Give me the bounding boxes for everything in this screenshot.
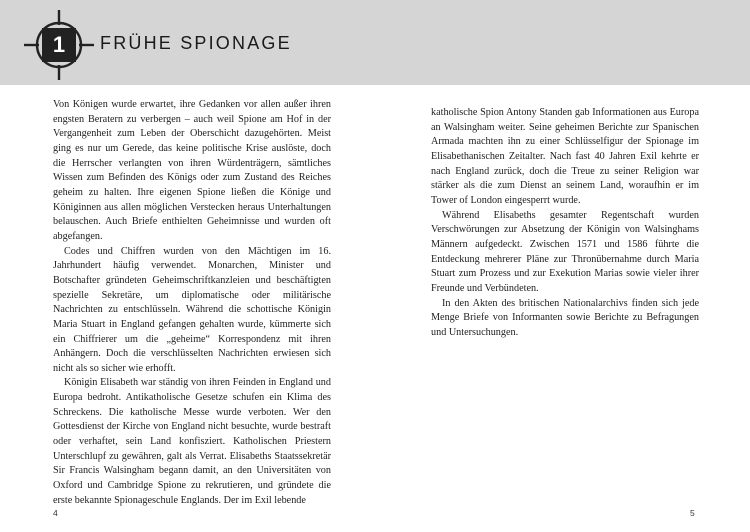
page-number-right: 5 bbox=[690, 508, 695, 518]
paragraph: Königin Elisabeth war ständig von ihren Feinden in England und Europa bedroht. Antikatholische Gesetze schufen ein Klima des Schreckens. Die katholische Messe wurde verboten. Wer den Gottesdienst der Kirche von England nicht besuchte, wurde bestraft oder verhaftet, sein Land konfisziert. Katholischen Priestern Unterschlupf zu gewähren, galt als Verrat. Elisabeths Staatssekretär Sir Francis Walsingham begann damit, an den Universitäten von Oxford und Cambridge Spione zu rekrutieren, und gründete die erste bekannte Spionageschule Englands. Der im Exil lebende bbox=[53, 377, 331, 506]
page-number-left: 4 bbox=[53, 508, 58, 518]
chapter-header bbox=[0, 0, 750, 85]
paragraph: In den Akten des britischen Nationalarchivs finden sich jede Menge Briefe von Informanten sowie Berichte zu Befragungen und Untersuchungen. bbox=[431, 297, 699, 338]
paragraph: katholische Spion Antony Standen gab Informationen aus Europa an Walsingham weiter. Seine geheimen Berichte zur Spanischen Armada machten ihn zu einer Schlüsselfigur der Spionage im Elisabethanischen Zeitalter. Nach fast 40 Jahren Exil kehrte er nach England zurück, doch die Treue zu seiner Religion war stärker als die zum Dienst an seinem Land, woraufhin er im Tower of London eingesperrt wurde. bbox=[431, 107, 699, 206]
chapter-number: 1 bbox=[42, 28, 76, 62]
left-column bbox=[53, 98, 331, 508]
paragraph: Von Königen wurde erwartet, ihre Gedanken vor allen außer ihren engsten Beratern zu verbergen – auch weil Spione am Hof in der Vergangenheit zum Leben der Oberschicht dazugehörten. Meist ging es nur um Gerede, das keine politische Krise auslöste, doch die Herrscher verlangten von ihren Würdenträgern, sämtliches Wissen zum Befinden des Königs oder zum Zustand des Reiches geheim zu halten. Ihre eigenen Spione ließen die Könige und Königinnen aus allen möglichen Verstecken heraus Unterhaltungen belauschen. Auch Briefe enthielten Geheimnisse und wurden oft abgefangen. bbox=[53, 99, 331, 242]
paragraph: Während Elisabeths gesamter Regentschaft wurden Verschwörungen zur Absetzung der Königin von Walsinghams Männern aufgedeckt. Zwischen 1571 und 1586 führte die Entdeckung mehrerer Pläne zur Thronübernahme durch Maria Stuart zum Prozess und zur Exekution Marias sowie vieler ihrer Freunde und Verbündeten. bbox=[431, 209, 699, 294]
right-column bbox=[431, 106, 699, 341]
paragraph: Codes und Chiffren wurden von den Mächtigen im 16. Jahrhundert häufig verwendet. Monarchen, Minister und Botschafter gründeten Geheimschriftkanzleien und beschäftigten spezielle Sekretäre, um diplomatische oder militärische Nachrichten zu entschlüsseln. Während die schottische Königin Maria Stuart in England gefangen gehalten wurde, kümmerte sich ein Chiffrierer um die „geheime“ Korrespondenz mit ihren Anhängern. Doch die verschlüsselten Nachrichten erwiesen sich nicht als so sicher wie erhofft. bbox=[53, 245, 331, 374]
chapter-title: FRÜHE SPIONAGE bbox=[100, 33, 292, 53]
